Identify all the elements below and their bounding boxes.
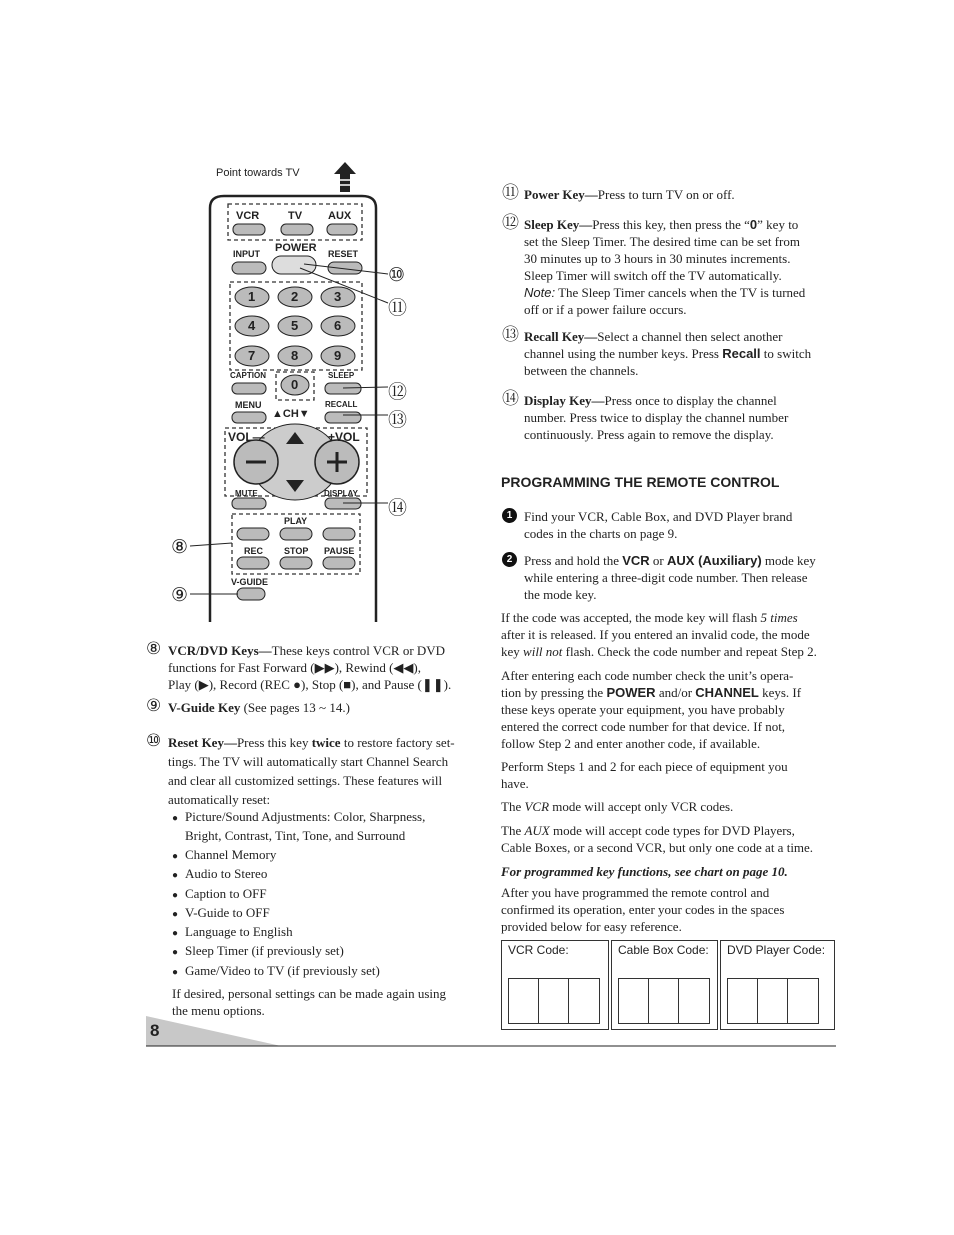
input-key[interactable]: INPUT [233,249,260,259]
item-title: VCR/DVD Keys— [168,643,272,658]
text: After entering each code number check the unit’s opera- [501,668,794,683]
code-cells [727,978,819,1024]
item-text: codes in the charts on page 9. [524,526,678,541]
list-item [185,826,405,845]
callout-14: ⑭ [388,497,408,519]
item-text: Press once to display the channel [604,393,777,408]
item-title: Display Key— [524,393,605,408]
item-power-key [502,183,837,203]
list-item-text: Sleep Timer (if previously set) [185,943,344,958]
item-text: Press this key [236,735,312,750]
step-1 [502,508,837,542]
item-text: continuously. Press again to remove the display. [524,427,774,442]
list-item: ● Channel Memory [172,847,277,862]
digit-8[interactable]: 8 [291,348,299,363]
rec-key[interactable]: REC [244,546,264,556]
text: have. [501,776,529,791]
digit-1[interactable]: 1 [248,289,256,304]
emphasis: Recall [722,346,761,361]
item-title: Recall Key— [524,329,598,344]
list-item-text: Channel Memory [185,847,277,862]
item-reset-key [146,733,481,809]
emphasis: VCR [524,799,550,814]
code-cell[interactable] [509,979,539,1023]
emphasis: 0 [749,217,758,232]
text: follow Step 2 and enter another code, if available. [501,736,761,751]
item-text: channel using the number keys. Press [524,346,723,361]
code-cell[interactable] [728,979,758,1023]
text: The [501,799,525,814]
sleep-key[interactable]: SLEEP [328,371,355,380]
list-item: ● Picture/Sound Adjustments: Color, Sharpness, [172,809,426,824]
item-text: (See pages 13 ~ 14.) [243,700,350,715]
emphasis: VCR [622,553,650,568]
item-marker: ⑪ [502,183,519,203]
paragraph [501,884,837,935]
programmed-keys-note: For programmed key functions, see chart on page 10. [501,864,788,879]
item-text: 30 minutes up to 3 hours in 30 minutes increments. [524,251,791,266]
digit-3[interactable]: 3 [334,289,342,304]
list-item-text: Bright, Contrast, Tint, Tone, and Surround [185,828,406,843]
item-text: automatically reset: [168,792,271,807]
item-text: tings. The TV will automatically start Channel Search [168,754,449,769]
vguide-key[interactable]: V-GUIDE [231,577,269,587]
play-key[interactable]: PLAY [284,516,308,526]
list-item: ● Game/Video to TV (if previously set) [172,963,380,978]
code-cell[interactable] [539,979,569,1023]
list-item: ● Sleep Timer (if previously set) [172,943,344,958]
code-cells [618,978,710,1024]
ch-label: CH [282,408,299,420]
text: confirmed its operation, enter your codes in the spaces [501,902,785,917]
vcr-code-label: VCR Code: [508,943,569,957]
callout-13: ⑬ [388,409,408,431]
text: these keys operate your equipment, you have probably [501,702,785,717]
text: key [501,644,524,659]
text: Perform Steps 1 and 2 for each piece of equipment you [501,759,788,774]
vcr-code-box [501,940,609,1030]
item-text: mode key [761,553,816,568]
code-cells [508,978,600,1024]
code-cell[interactable] [649,979,679,1023]
paragraph [501,609,837,660]
point-towards-tv-label: Point towards TV [216,167,300,179]
item-marker: ⑧ [146,639,162,659]
item-text: Play (▶), Record (REC ●), Stop (■), and Pause (❚❚). [168,677,452,692]
text: keys. If [758,685,802,700]
reset-key[interactable]: RESET [328,249,359,259]
display-key[interactable]: DISPLAY [324,489,358,498]
paragraph [501,758,837,792]
emphasis: twice [311,735,341,750]
text: After you have programmed the remote control and [501,885,770,900]
digit-5[interactable]: 5 [291,318,299,333]
text: mode will accept only VCR codes. [549,799,734,814]
emphasis: AUX (Auxiliary) [667,553,762,568]
item-text: number. Press twice to display the channel number [524,410,789,425]
list-item: ● Audio to Stereo [172,866,268,881]
item-text: ” key to [757,217,799,232]
item-text: Press to turn TV on or off. [597,187,735,202]
power-key[interactable]: POWER [275,242,317,254]
item-text: off or if a power failure occurs. [524,302,687,317]
item-text: Sleep Timer will switch off the TV automatically. [524,268,782,283]
item-text: and clear all customized settings. These features will [168,773,443,788]
text: If the code was accepted, the mode key will flash [501,610,761,625]
vol-plus-key[interactable]: +VOL [328,430,360,444]
callout-11: ⑪ [388,297,408,319]
list-item-text: Caption to OFF [185,886,267,901]
list-item-text: Language to English [185,924,293,939]
recall-key[interactable]: RECALL [325,400,358,409]
list-item-text: Audio to Stereo [185,866,268,881]
page-number: 8 [150,1021,160,1040]
item-text: set the Sleep Timer. The desired time can be set from [524,234,800,249]
code-cell[interactable] [788,979,818,1023]
stop-key[interactable]: STOP [284,546,309,556]
code-cell[interactable] [758,979,788,1023]
emphasis: AUX [524,823,550,838]
item-vguide-key [146,696,481,716]
item-marker: ⑨ [146,696,162,716]
item-text: to switch [760,346,812,361]
digit-2[interactable]: 2 [291,289,299,304]
digit-9[interactable]: 9 [334,348,342,363]
item-text: Press this key, then press the “ [592,217,750,232]
item-text: functions for Fast Forward (▶▶), Rewind (◀◀), [168,660,422,675]
callout-8: ⑧ [171,536,189,558]
dvd-player-code-label: DVD Player Code: [727,943,826,957]
item-title: Power Key— [524,187,598,202]
item-text: The Sleep Timer cancels when the TV is turned [555,285,806,300]
callout-10: ⑩ [388,264,406,286]
item-marker: ⑩ [146,731,162,751]
text: mode will accept code types for DVD Players, [549,823,795,838]
text: The [501,823,525,838]
paragraph [501,798,837,815]
code-cell[interactable] [679,979,709,1023]
code-cell[interactable] [619,979,649,1023]
tv-mode-key[interactable]: TV [288,210,303,222]
section-title: PROGRAMMING THE REMOTE CONTROL [501,474,780,490]
code-cell[interactable] [569,979,599,1023]
channel-keys[interactable]: ▲CH▼ [272,408,310,420]
item-sleep-key [502,213,837,318]
emphasis: 5 times [760,610,798,625]
text: after it is released. If you entered an invalid code, the mode [501,627,810,642]
vol-minus-key[interactable]: VOL— [228,430,265,444]
callout-9: ⑨ [171,584,189,606]
step-2 [502,552,837,603]
item-text: Press and hold the [524,553,623,568]
item-marker: ⑬ [502,325,519,345]
digit-0[interactable]: 0 [291,377,299,392]
list-item: ● Language to English [172,924,293,939]
digit-7[interactable]: 7 [248,348,256,363]
digit-4[interactable]: 4 [248,318,256,333]
item-title: V-Guide Key [168,700,241,715]
step-marker: 2 [502,552,517,567]
text: provided below for easy reference. [501,919,682,934]
text: tion by pressing the [501,685,607,700]
text: Cable Boxes, or a second VCR, but only one code at a time. [501,840,814,855]
cable-box-code-box [611,940,718,1030]
item-text: to restore factory set- [340,735,455,750]
callout-12: ⑫ [388,381,408,403]
item-marker: ⑭ [502,389,519,409]
closing-line: If desired, personal settings can be made again using [172,986,446,1001]
caption-key[interactable]: CAPTION [230,371,266,380]
dvd-player-code-box [720,940,835,1030]
digit-6[interactable]: 6 [334,318,342,333]
item-text: the mode key. [524,587,597,602]
item-text: while entering a three-digit code number. Then release [524,570,808,585]
item-title: Reset Key— [168,735,237,750]
item-text: between the channels. [524,363,639,378]
text: entered the correct code number for that device. If not, [501,719,786,734]
list-item-text: V-Guide to OFF [185,905,270,920]
pause-key[interactable]: PAUSE [324,546,355,556]
text: flash. Check the code number and repeat Step 2. [562,644,817,659]
cable-box-code-label: Cable Box Code: [618,943,709,957]
item-text: These keys control VCR or DVD [271,643,446,658]
vcr-mode-key[interactable]: VCR [236,210,260,222]
step-marker: 1 [502,508,517,523]
list-item: ● V-Guide to OFF [172,905,270,920]
mute-key[interactable]: MUTE [235,489,258,498]
list-item-text: Picture/Sound Adjustments: Color, Sharpness, [185,809,426,824]
item-marker: ⑫ [502,213,519,233]
closing-line: the menu options. [172,1003,265,1018]
emphasis: will not [523,644,563,659]
item-recall-key [502,325,837,379]
emphasis: POWER [606,685,656,700]
item-vcr-dvd-keys [146,639,481,693]
menu-key[interactable]: MENU [235,400,262,410]
list-item-text: Game/Video to TV (if previously set) [185,963,380,978]
item-text: Select a channel then select another [597,329,783,344]
closing-text [172,985,482,1019]
text: and/or [655,685,696,700]
paragraph [501,822,837,856]
list-item: ● Caption to OFF [172,886,267,901]
aux-mode-key[interactable]: AUX [328,210,352,222]
item-display-key [502,389,837,443]
paragraph [501,667,837,752]
note-label: Note: [524,285,556,300]
item-text: or [649,553,668,568]
item-title: Sleep Key— [524,217,593,232]
emphasis: CHANNEL [695,685,759,700]
item-text: Find your VCR, Cable Box, and DVD Player brand [524,509,793,524]
